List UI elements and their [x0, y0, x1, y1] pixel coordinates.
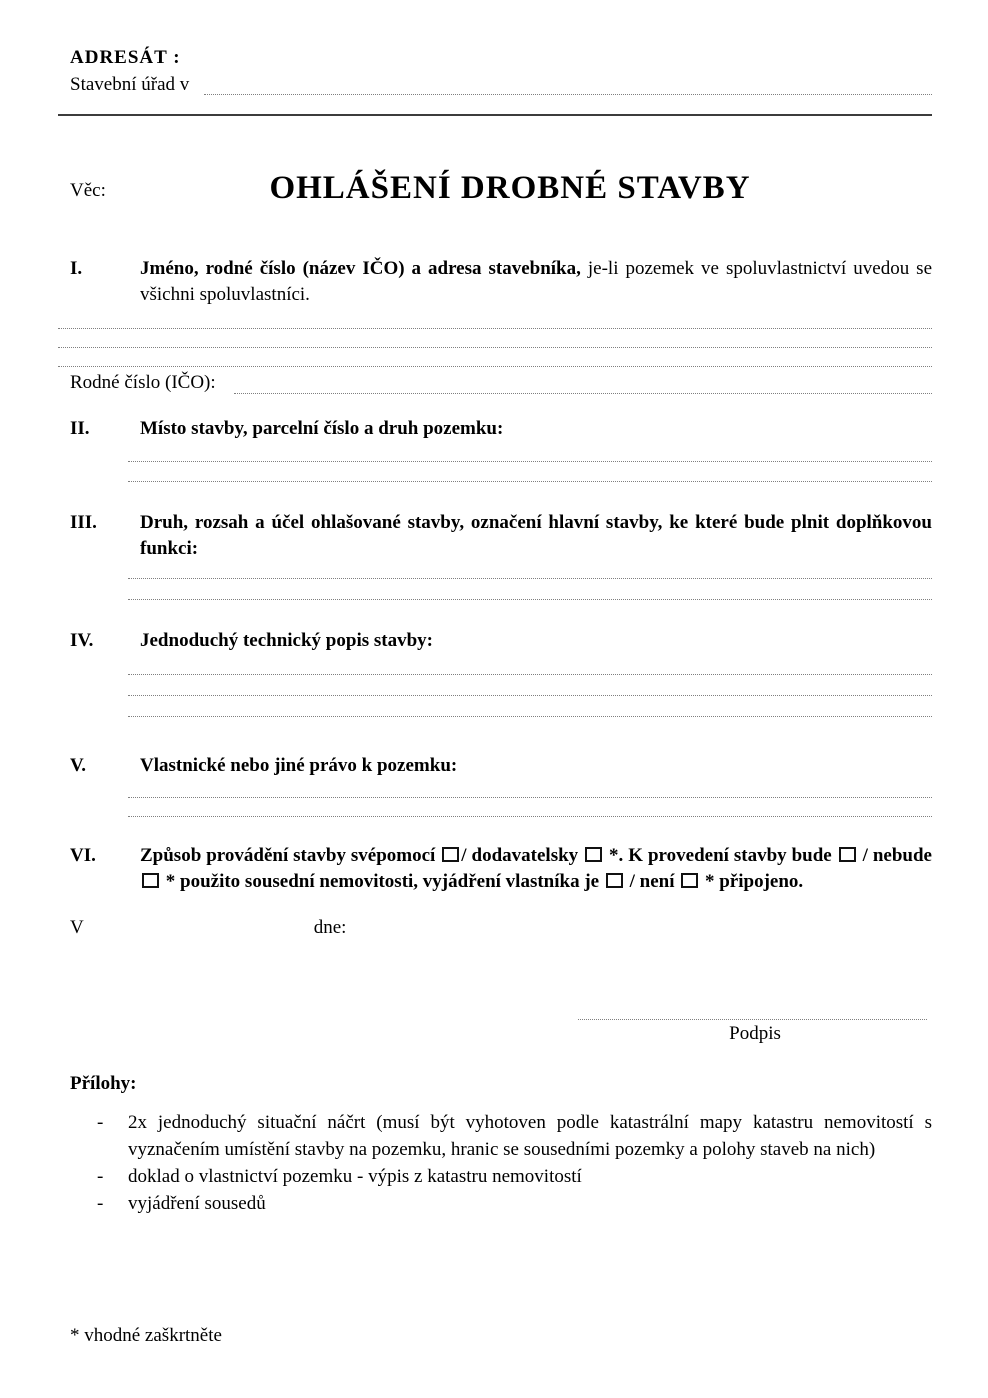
section-vi-text-seg: / není	[624, 871, 680, 892]
signature-label: Podpis	[729, 1023, 781, 1044]
list-bullet: -	[97, 1112, 104, 1133]
blank-fill-line[interactable]	[58, 348, 932, 367]
checkbox-svepomoci[interactable]	[442, 847, 459, 862]
section-v-numeral: V.	[70, 755, 87, 776]
section-vi-text-seg: * připojeno.	[700, 871, 804, 892]
section-i-heading-bold: Jméno, rodné číslo (název IČO) a adresa stavebníka,	[140, 258, 581, 279]
checkbox-nebude-pouzito[interactable]	[142, 873, 159, 888]
rodne-cislo-fill-line[interactable]	[234, 370, 932, 394]
checkbox-dodavatelsky[interactable]	[585, 847, 602, 862]
section-iv-blanks	[128, 654, 932, 717]
section-i-heading	[140, 256, 932, 308]
section-iii	[58, 510, 932, 562]
section-ii-heading: Místo stavby, parcelní číslo a druh pozemku:	[140, 418, 504, 439]
list-bullet: -	[97, 1193, 104, 1214]
section-ii	[58, 416, 932, 442]
section-v-heading: Vlastnické nebo jiné právo k pozemku:	[140, 755, 458, 776]
attachment-text: 2x jednoduchý situační náčrt (musí být vyhotoven podle katastrální mapy katastru nemovitostí s vyznačením umístění stavby na pozemku, hranic se sousedními pozemky a polohy staveb na nich)	[128, 1112, 932, 1160]
blank-fill-line[interactable]	[128, 675, 932, 696]
place-label: V	[70, 917, 84, 938]
list-bullet: -	[97, 1166, 104, 1187]
section-v	[58, 753, 932, 779]
section-ii-blanks	[128, 442, 932, 482]
blank-fill-line[interactable]	[128, 579, 932, 600]
section-vi-text-seg: / nebude	[857, 845, 932, 866]
section-vi-text-seg: Způsob provádění stavby svépomocí	[140, 845, 441, 866]
blank-fill-line[interactable]	[58, 329, 932, 348]
list-item	[58, 1109, 932, 1163]
place-date-row	[58, 915, 932, 941]
blank-fill-line[interactable]	[128, 442, 932, 462]
attachments-heading: Přílohy:	[70, 1073, 137, 1094]
blank-fill-line[interactable]	[128, 462, 932, 482]
section-i	[58, 256, 932, 308]
rodne-cislo-field	[58, 370, 932, 395]
blank-fill-line[interactable]	[128, 562, 932, 579]
vec-label: Věc:	[70, 180, 106, 201]
section-iii-numeral: III.	[70, 512, 97, 533]
section-vi-text-seg: / dodavatelsky	[461, 845, 584, 866]
signature-line[interactable]	[578, 993, 927, 1020]
section-vi-text-seg: * použito sousední nemovitosti, vyjádření vlastníka je	[161, 871, 604, 892]
section-iv-heading: Jednoduchý technický popis stavby:	[140, 630, 433, 651]
signature-block	[58, 993, 932, 1047]
list-item	[58, 1190, 932, 1217]
section-vi-numeral: VI.	[70, 845, 96, 866]
date-label: dne:	[313, 917, 347, 938]
addressee-fill-line[interactable]	[204, 72, 932, 95]
blank-fill-line[interactable]	[128, 798, 932, 817]
section-vi-text-seg: *. K provedení stavby bude	[604, 845, 837, 866]
page-title: OHLÁŠENÍ DROBNÉ STAVBY	[269, 170, 751, 206]
checkbox-vyjadreni-je[interactable]	[606, 873, 623, 888]
blank-fill-line[interactable]	[58, 310, 932, 329]
attachments-list	[58, 1109, 932, 1217]
section-iv-numeral: IV.	[70, 630, 94, 651]
subject-row	[58, 166, 932, 210]
section-i-heading-rest: je-li pozemek ve spoluvlastnictví uvedou se všichni spoluvlastníci.	[140, 258, 933, 305]
header-divider	[58, 114, 932, 116]
section-iii-heading: Druh, rozsah a účel ohlašované stavby, označení hlavní stavby, ke které bude plnit doplňkovou funkci:	[140, 512, 932, 559]
checkbox-bude-pouzito[interactable]	[839, 847, 856, 862]
attachment-text: doklad o vlastnictví pozemku - výpis z katastru nemovitostí	[128, 1166, 582, 1187]
section-i-blanks	[58, 310, 932, 367]
attachment-text: vyjádření sousedů	[128, 1193, 266, 1214]
section-vi	[58, 843, 932, 895]
addressee-label: Stavební úřad v	[70, 74, 190, 95]
addressee-row	[58, 72, 932, 98]
blank-fill-line[interactable]	[128, 696, 932, 717]
section-i-numeral: I.	[70, 258, 83, 279]
checkbox-vyjadreni-neni[interactable]	[681, 873, 698, 888]
footnote: * vhodné zaškrtněte	[70, 1325, 222, 1346]
section-iii-blanks	[128, 562, 932, 600]
section-v-blanks	[128, 779, 932, 817]
adresat-label: ADRESÁT :	[70, 47, 181, 68]
rodne-cislo-label: Rodné číslo (IČO):	[70, 372, 216, 393]
blank-fill-line[interactable]	[128, 779, 932, 798]
list-item	[58, 1163, 932, 1190]
section-ii-numeral: II.	[70, 418, 90, 439]
section-vi-text	[140, 843, 932, 895]
section-iv	[58, 628, 932, 654]
blank-fill-line[interactable]	[128, 654, 932, 675]
